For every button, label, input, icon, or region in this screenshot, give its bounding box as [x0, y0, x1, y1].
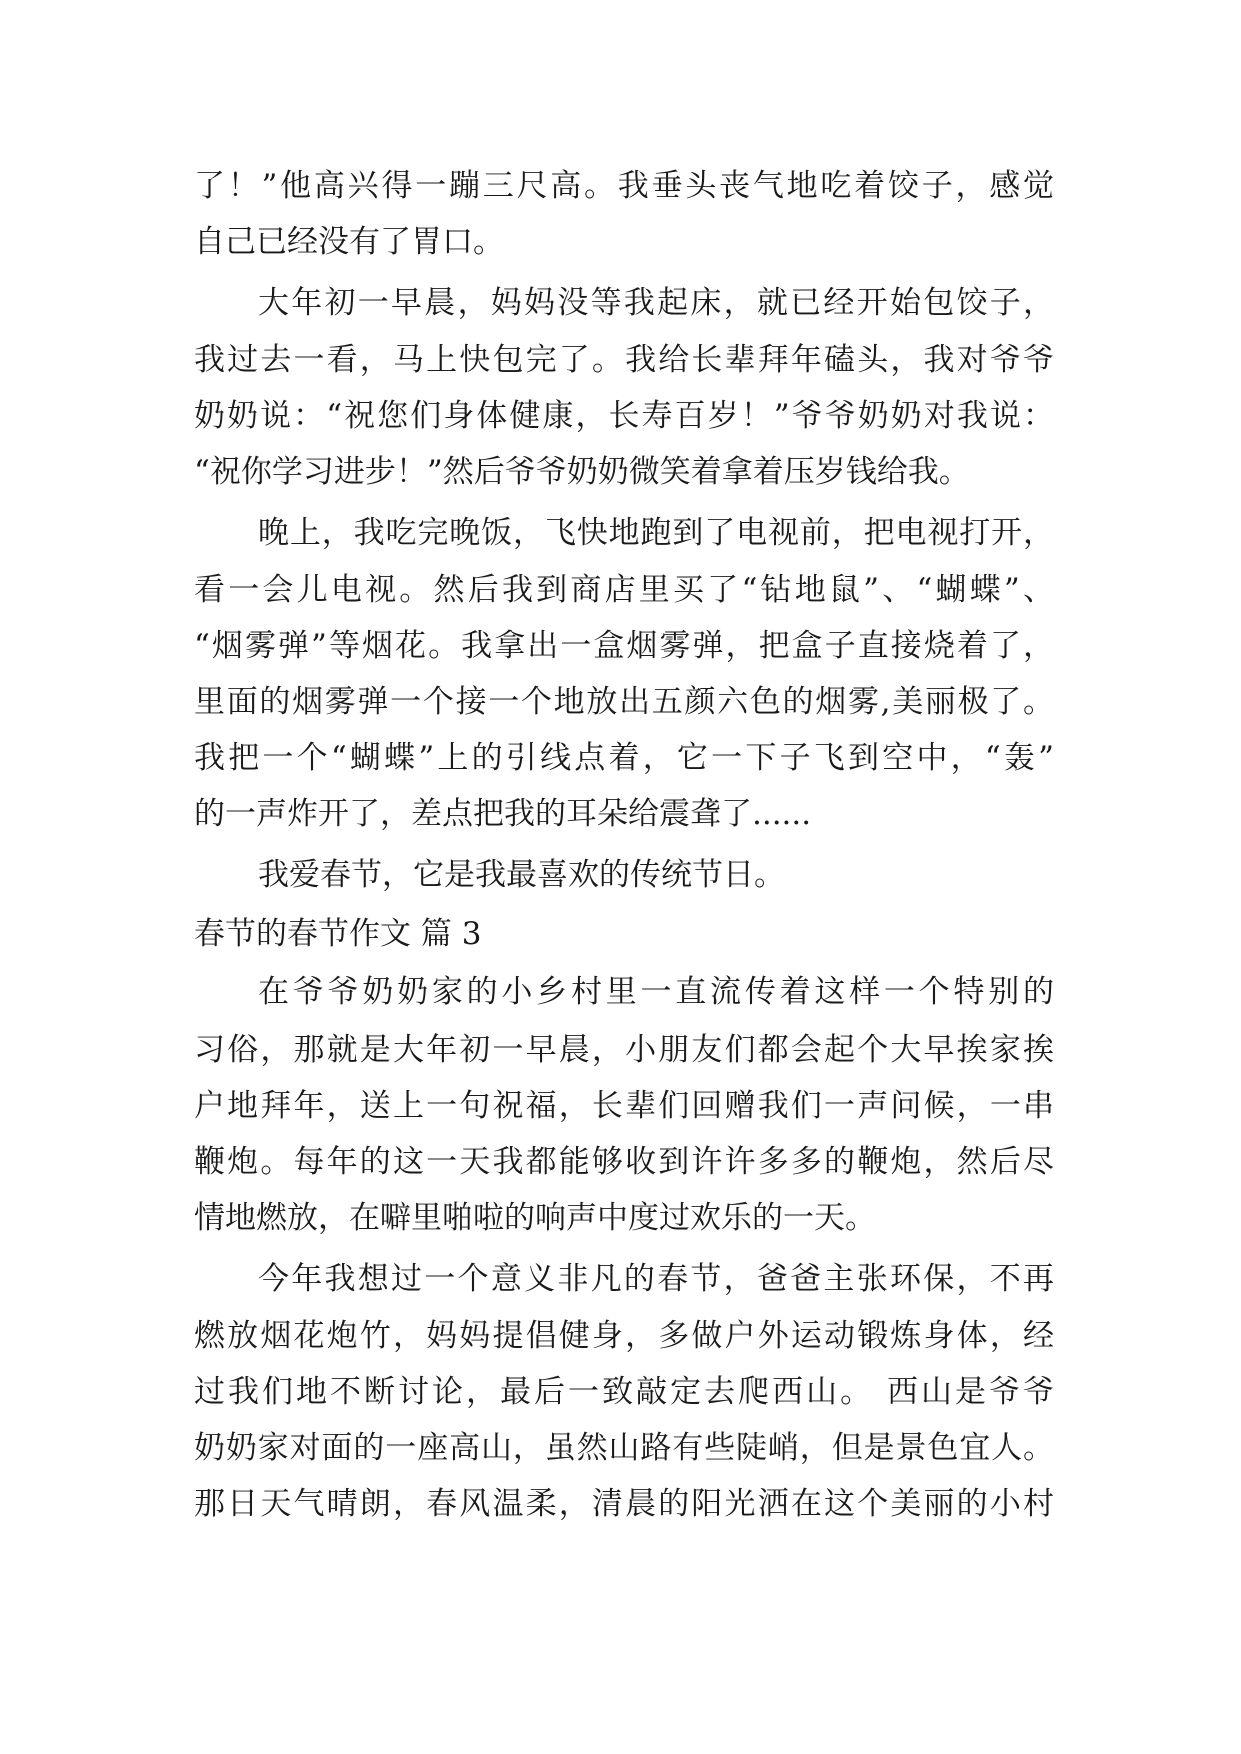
text-line: 习俗，那就是大年初一早晨，小朋友们都会起个大早挨家挨 [194, 1032, 1054, 1068]
section-heading: 春节的春节作文 篇 3 [194, 916, 482, 952]
text-line: “烟雾弹”等烟花。我拿出一盒烟雾弹，把盒子直接烧着了， [194, 628, 1054, 664]
text-line: 里面的烟雾弹一个接一个地放出五颜六色的烟雾,美丽极了。 [194, 684, 1054, 720]
text-line: 那日天气晴朗，春风温柔，清晨的阳光洒在这个美丽的小村 [194, 1486, 1054, 1522]
text-line: 过我们地不断讨论，最后一致敲定去爬西山。 西山是爷爷 [194, 1374, 1054, 1410]
text-line: 奶奶说：“祝您们身体健康，长寿百岁！”爷爷奶奶对我说： [194, 398, 1054, 434]
text-line: 鞭炮。每年的这一天我都能够收到许许多多的鞭炮，然后尽 [194, 1144, 1054, 1180]
paragraph-first-line: 晚上，我吃完晚饭，飞快地跑到了电视前，把电视打开， [258, 515, 1054, 551]
text-line: 看一会儿电视。然后我到商店里买了“钻地鼠”、“蝴蝶”、 [194, 572, 1054, 608]
paragraph-first-line: 在爷爷奶奶家的小乡村里一直流传着这样一个特别的 [258, 974, 1054, 1010]
text-line: “祝你学习进步！”然后爷爷奶奶微笑着拿着压岁钱给我。 [194, 454, 970, 490]
text-line: 我把一个“蝴蝶”上的引线点着，它一下子飞到空中，“轰” [194, 740, 1054, 776]
text-line: 户地拜年，送上一句祝福，长辈们回赠我们一声问候，一串 [194, 1088, 1054, 1124]
text-line: 我过去一看，马上快包完了。我给长辈拜年磕头，我对爷爷 [194, 342, 1054, 378]
text-line: 奶奶家对面的一座高山，虽然山路有些陡峭，但是景色宜人。 [194, 1430, 1054, 1466]
paragraph-first-line: 今年我想过一个意义非凡的春节，爸爸主张环保，不再 [258, 1261, 1054, 1297]
text-line: 的一声炸开了，差点把我的耳朵给震聋了...... [194, 796, 812, 832]
text-line: 了！”他高兴得一蹦三尺高。我垂头丧气地吃着饺子，感觉 [194, 168, 1054, 204]
text-line: 情地燃放，在噼里啪啦的响声中度过欢乐的一天。 [194, 1200, 876, 1236]
paragraph-first-line: 我爱春节，它是我最喜欢的传统节日。 [258, 857, 785, 893]
paragraph-first-line: 大年初一早晨，妈妈没等我起床，就已经开始包饺子， [258, 285, 1054, 321]
text-line: 自己已经没有了胃口。 [194, 224, 504, 260]
text-line: 燃放烟花炮竹，妈妈提倡健身，多做户外运动锻炼身体，经 [194, 1318, 1054, 1354]
